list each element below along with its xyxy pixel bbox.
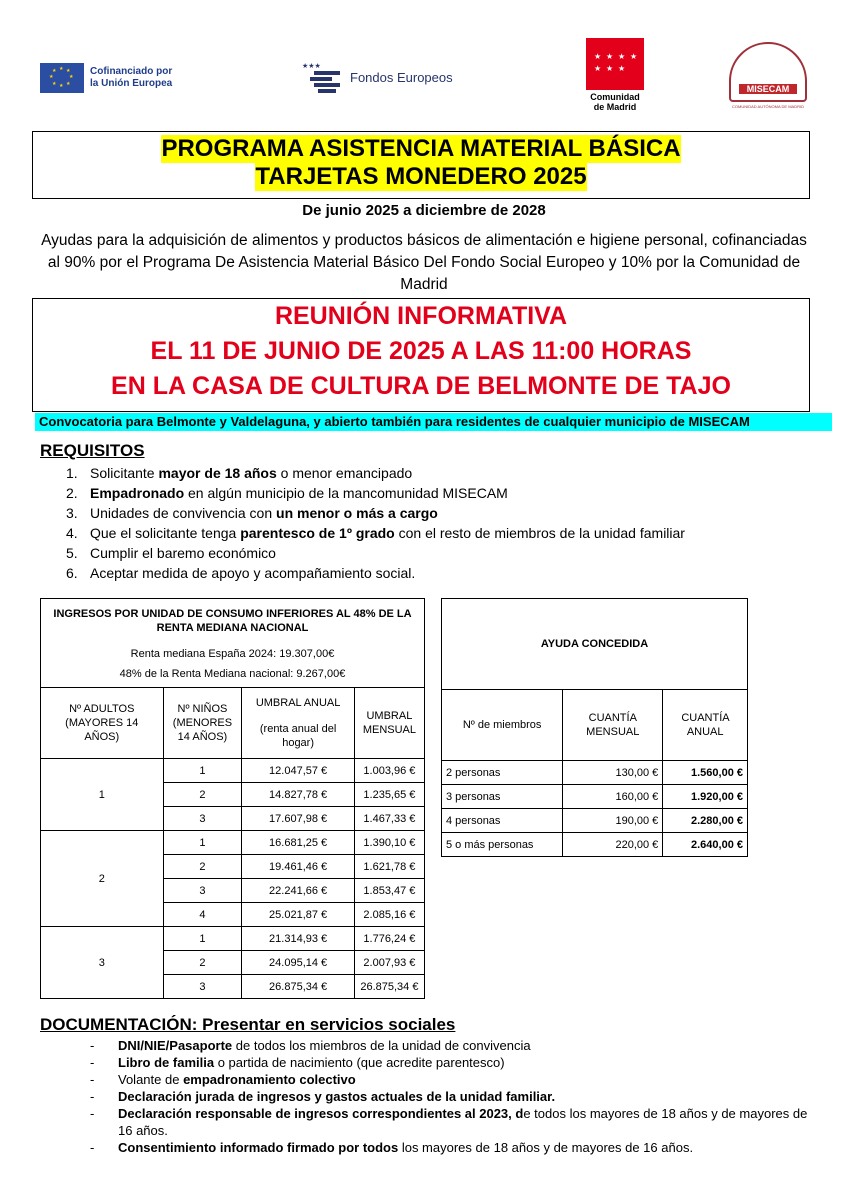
cuantia-mensual-cell: 160,00 €	[563, 785, 663, 809]
table-row	[41, 927, 425, 951]
convocatoria-banner: Convocatoria para Belmonte y Valdelaguna, y abierto también para residentes de cualquier municipio de MISECAM	[35, 413, 832, 431]
requisito-bold-text: parentesco de 1º grado	[240, 525, 395, 541]
aid-table-title: AYUDA CONCEDIDA	[442, 599, 748, 690]
requisito-number: 4.	[66, 525, 78, 541]
renta-mediana: Renta mediana España 2024: 19.307,00€	[130, 647, 335, 660]
header-umbral-mensual: UMBRAL MENSUAL	[354, 688, 424, 759]
requisito-number: 5.	[66, 545, 78, 561]
table-row	[442, 809, 748, 833]
ninos-cell: 1	[163, 927, 242, 951]
requisito-text: Aceptar medida de apoyo y acompañamiento social.	[90, 565, 416, 581]
ninos-cell: 4	[163, 903, 242, 927]
miembros-cell: 2 personas	[442, 761, 563, 785]
fondos-europeos-icon: ★★★	[302, 62, 342, 92]
umbral-anual-cell: 26.875,34 €	[242, 975, 354, 999]
ninos-cell: 2	[163, 783, 242, 807]
documento-bold-text: Declaración responsable de ingresos correspondientes al 2023, d	[118, 1106, 524, 1121]
documento-item	[90, 1054, 820, 1071]
requisito-item	[66, 543, 685, 563]
umbral-mensual-cell: 1.776,24 €	[354, 927, 424, 951]
header-ninos: Nº NIÑOS (MENORES 14 AÑOS)	[163, 688, 242, 759]
eu-logo	[40, 63, 172, 93]
header-cuantia-anual: CUANTÍA ANUAL	[663, 690, 748, 761]
comunidad-madrid-text: de Madrid	[593, 102, 637, 112]
table-row	[442, 833, 748, 857]
fondos-europeos-text: Fondos Europeos	[350, 69, 453, 85]
title-line-1: PROGRAMA ASISTENCIA MATERIAL BÁSICA	[161, 135, 681, 162]
adultos-cell: 2	[41, 831, 164, 927]
umbral-mensual-cell: 1.235,65 €	[354, 783, 424, 807]
requisito-number: 2.	[66, 485, 78, 501]
income-table-title: INGRESOS POR UNIDAD DE CONSUMO INFERIORES AL 48% DE LA RENTA MEDIANA NACIONAL	[53, 607, 412, 634]
documento-bold-text: Consentimiento informado firmado por todos	[118, 1140, 399, 1155]
documento-bold-text: empadronamiento colectivo	[183, 1072, 356, 1087]
header-umbral-anual-sub: (renta anual del hogar)	[259, 723, 337, 749]
requisito-bold-text: un menor o más a cargo	[276, 505, 438, 521]
header-cuantia-mensual: CUANTÍA MENSUAL	[563, 690, 663, 761]
miembros-cell: 5 o más personas	[442, 833, 563, 857]
umbral-mensual-cell: 26.875,34 €	[354, 975, 424, 999]
cuantia-anual-cell: 2.280,00 €	[663, 809, 748, 833]
umbral-mensual-cell: 1.467,33 €	[354, 807, 424, 831]
requisito-text: en algún municipio de la mancomunidad MISECAM	[184, 485, 508, 501]
ninos-cell: 2	[163, 855, 242, 879]
documentacion-list	[90, 1037, 820, 1156]
documento-bold-text: DNI/NIE/Pasaporte	[118, 1038, 233, 1053]
meeting-line-3: EN LA CASA DE CULTURA DE BELMONTE DE TAJO	[111, 372, 731, 400]
comunidad-madrid-logo	[586, 38, 644, 112]
umbral-mensual-cell: 1.003,96 €	[354, 759, 424, 783]
requisito-text: Solicitante	[90, 465, 159, 481]
header-adultos: Nº ADULTOS (MAYORES 14 AÑOS)	[41, 688, 164, 759]
misecam-logo	[728, 42, 808, 109]
title-box	[32, 131, 810, 199]
cuantia-anual-cell: 1.920,00 €	[663, 785, 748, 809]
documento-item	[90, 1037, 820, 1054]
meeting-box	[32, 298, 810, 412]
umbral-anual-cell: 19.461,46 €	[242, 855, 354, 879]
requisito-item	[66, 523, 685, 543]
requisitos-list	[66, 463, 685, 583]
table-row	[41, 759, 425, 783]
requisito-number: 6.	[66, 565, 78, 581]
cuantia-mensual-cell: 220,00 €	[563, 833, 663, 857]
table-row	[442, 761, 748, 785]
misecam-name: MISECAM	[739, 84, 797, 94]
comunidad-madrid-text: Comunidad	[590, 92, 640, 102]
aid-table	[441, 598, 748, 857]
program-description: Ayudas para la adquisición de alimentos y productos básicos de alimentación e higiene personal, cofinanciadas al 90% por el Programa De Asistencia Material Básico Del Fondo Social Europeo y 10% por la Comunidad de Madrid	[41, 232, 807, 293]
program-dates: De junio 2025 a diciembre de 2028	[302, 202, 546, 219]
misecam-emblem-icon	[729, 42, 807, 102]
requisito-text: Que el solicitante tenga	[90, 525, 241, 541]
requisito-item	[66, 463, 685, 483]
umbral-mensual-cell: 2.007,93 €	[354, 951, 424, 975]
documento-item	[90, 1071, 820, 1088]
meeting-line-2: EL 11 DE JUNIO DE 2025 A LAS 11:00 HORAS	[150, 337, 692, 365]
requisito-text: Unidades de convivencia con	[90, 505, 277, 521]
documento-bold-text: Libro de familia	[118, 1055, 215, 1070]
title-line-2: TARJETAS MONEDERO 2025	[255, 163, 587, 190]
umbral-anual-cell: 16.681,25 €	[242, 831, 354, 855]
eu-logo-text: Cofinanciado por	[90, 66, 173, 77]
umbral-mensual-cell: 1.390,10 €	[354, 831, 424, 855]
eu-logo-text: la Unión Europea	[90, 78, 173, 89]
misecam-sub: COMUNIDAD AUTÓNOMA DE MADRID	[731, 104, 804, 109]
cuantia-anual-cell: 1.560,00 €	[663, 761, 748, 785]
requisito-number: 1.	[66, 465, 78, 481]
requisito-item	[66, 503, 685, 523]
requisito-text: Cumplir el baremo económico	[90, 545, 276, 561]
documento-text: los mayores de 18 años y de mayores de 16 años.	[398, 1140, 694, 1155]
table-row	[41, 831, 425, 855]
table-row	[442, 785, 748, 809]
ninos-cell: 3	[163, 975, 242, 999]
comunidad-madrid-stars-icon: ★ ★ ★ ★ ★ ★ ★	[586, 38, 644, 90]
miembros-cell: 4 personas	[442, 809, 563, 833]
adultos-cell: 3	[41, 927, 164, 999]
requisito-number: 3.	[66, 505, 78, 521]
renta-48: 48% de la Renta Mediana nacional: 9.267,00€	[119, 667, 346, 680]
documento-item	[90, 1088, 820, 1105]
ninos-cell: 1	[163, 759, 242, 783]
requisito-bold-text: mayor de 18 años	[158, 465, 277, 481]
documento-text: de todos los miembros de la unidad de convivencia	[232, 1038, 531, 1053]
header-miembros: Nº de miembros	[442, 690, 563, 761]
ninos-cell: 1	[163, 831, 242, 855]
eu-flag-icon: ★ ★ ★ ★ ★ ★ ★ ★	[40, 63, 84, 93]
ninos-cell: 3	[163, 879, 242, 903]
documento-text: Volante de	[118, 1072, 184, 1087]
cuantia-mensual-cell: 190,00 €	[563, 809, 663, 833]
umbral-mensual-cell: 2.085,16 €	[354, 903, 424, 927]
requisito-bold-text: Empadronado	[90, 485, 185, 501]
cuantia-mensual-cell: 130,00 €	[563, 761, 663, 785]
requisito-item	[66, 563, 685, 583]
umbral-anual-cell: 21.314,93 €	[242, 927, 354, 951]
umbral-anual-cell: 14.827,78 €	[242, 783, 354, 807]
umbral-anual-cell: 22.241,66 €	[242, 879, 354, 903]
meeting-line-1: REUNIÓN INFORMATIVA	[274, 302, 568, 330]
documento-text: o partida de nacimiento (que acredite parentesco)	[214, 1055, 505, 1070]
requisitos-heading: REQUISITOS	[40, 441, 145, 460]
umbral-anual-cell: 17.607,98 €	[242, 807, 354, 831]
umbral-anual-cell: 24.095,14 €	[242, 951, 354, 975]
umbral-anual-cell: 12.047,57 €	[242, 759, 354, 783]
umbral-mensual-cell: 1.853,47 €	[354, 879, 424, 903]
documento-item	[90, 1105, 820, 1139]
ninos-cell: 2	[163, 951, 242, 975]
miembros-cell: 3 personas	[442, 785, 563, 809]
documento-item	[90, 1139, 820, 1156]
adultos-cell: 1	[41, 759, 164, 831]
ninos-cell: 3	[163, 807, 242, 831]
cuantia-anual-cell: 2.640,00 €	[663, 833, 748, 857]
documentacion-heading: DOCUMENTACIÓN: Presentar en servicios sociales	[40, 1015, 456, 1034]
requisito-text: o menor emancipado	[276, 465, 413, 481]
requisito-text: con el resto de miembros de la unidad familiar	[394, 525, 685, 541]
documento-text: e todos los mayores de 18 años y de mayores de 16 años.	[118, 1106, 808, 1138]
documento-bold-text: Declaración jurada de ingresos y gastos actuales de la unidad familiar.	[118, 1089, 556, 1104]
umbral-anual-cell: 25.021,87 €	[242, 903, 354, 927]
umbral-mensual-cell: 1.621,78 €	[354, 855, 424, 879]
requisito-item	[66, 483, 685, 503]
fondos-europeos-logo	[302, 62, 453, 92]
income-threshold-table	[40, 598, 425, 999]
header-umbral-anual: UMBRAL ANUAL	[255, 697, 341, 709]
